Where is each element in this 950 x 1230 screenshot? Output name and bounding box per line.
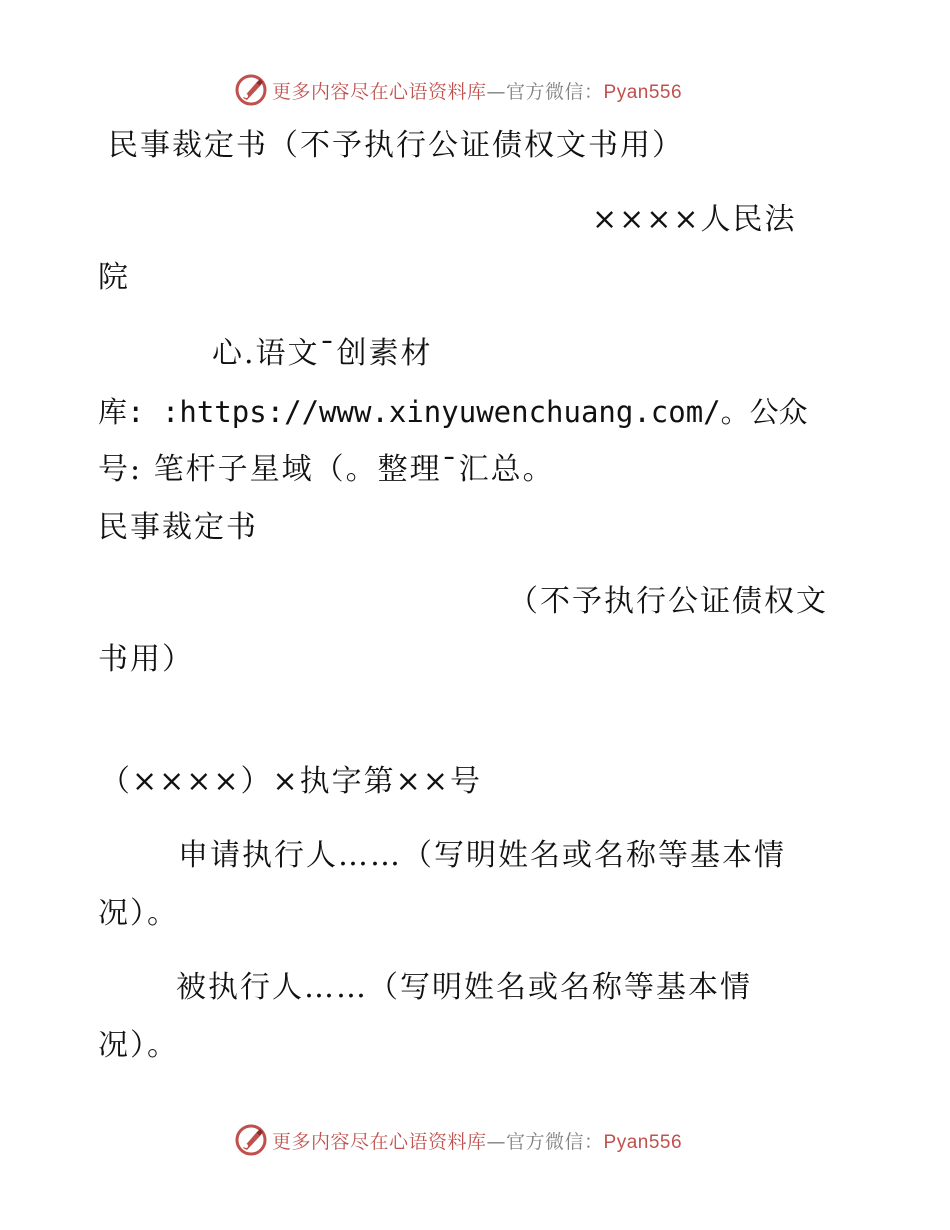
- watermark-bottom: [234, 1122, 682, 1158]
- pen-logo-icon: [234, 1123, 268, 1157]
- watermark-wechat-label: 官方微信：: [506, 1130, 604, 1153]
- watermark-separator: —: [486, 80, 507, 103]
- watermark-top: [234, 72, 682, 108]
- watermark-text: [272, 1127, 682, 1154]
- applicant-line2: 况）。: [98, 896, 179, 931]
- watermark-text: [272, 77, 682, 104]
- watermark-text-main: 更多内容尽在心语资料库: [272, 1130, 487, 1153]
- case-number: （××××）×执字第××号: [100, 764, 482, 799]
- respondent-line1: 被执行人……（写明姓名或名称等基本情: [176, 970, 752, 1005]
- watermark-text-main: 更多内容尽在心语资料库: [272, 80, 487, 103]
- header-title: 民事裁定书（不予执行公证债权文书用）: [108, 128, 684, 163]
- promo-line3: 号: 笔杆子星域（。整理¯汇总。: [98, 452, 555, 487]
- promo-line1: 心.语文¯创素材: [212, 336, 433, 371]
- subtitle-line2: 书用）: [98, 642, 194, 677]
- watermark-wechat-id: Pyan556: [603, 81, 683, 103]
- respondent-line2: 况）。: [98, 1028, 179, 1063]
- watermark-wechat-id: Pyan556: [603, 1131, 683, 1153]
- court-name-line1: ××××人民法: [592, 202, 797, 237]
- watermark-wechat-label: 官方微信：: [506, 80, 604, 103]
- watermark-separator: —: [486, 1130, 507, 1153]
- subtitle-line1: （不予执行公证债权文: [508, 584, 828, 619]
- pen-logo-icon: [234, 73, 268, 107]
- doc-title: 民事裁定书: [98, 510, 258, 545]
- promo-line2: 库: :https://www.xinyuwenchuang.com/。公众: [98, 395, 808, 429]
- court-name-line2: 院: [98, 260, 130, 295]
- applicant-line1: 申请执行人……（写明姓名或名称等基本情: [178, 838, 786, 873]
